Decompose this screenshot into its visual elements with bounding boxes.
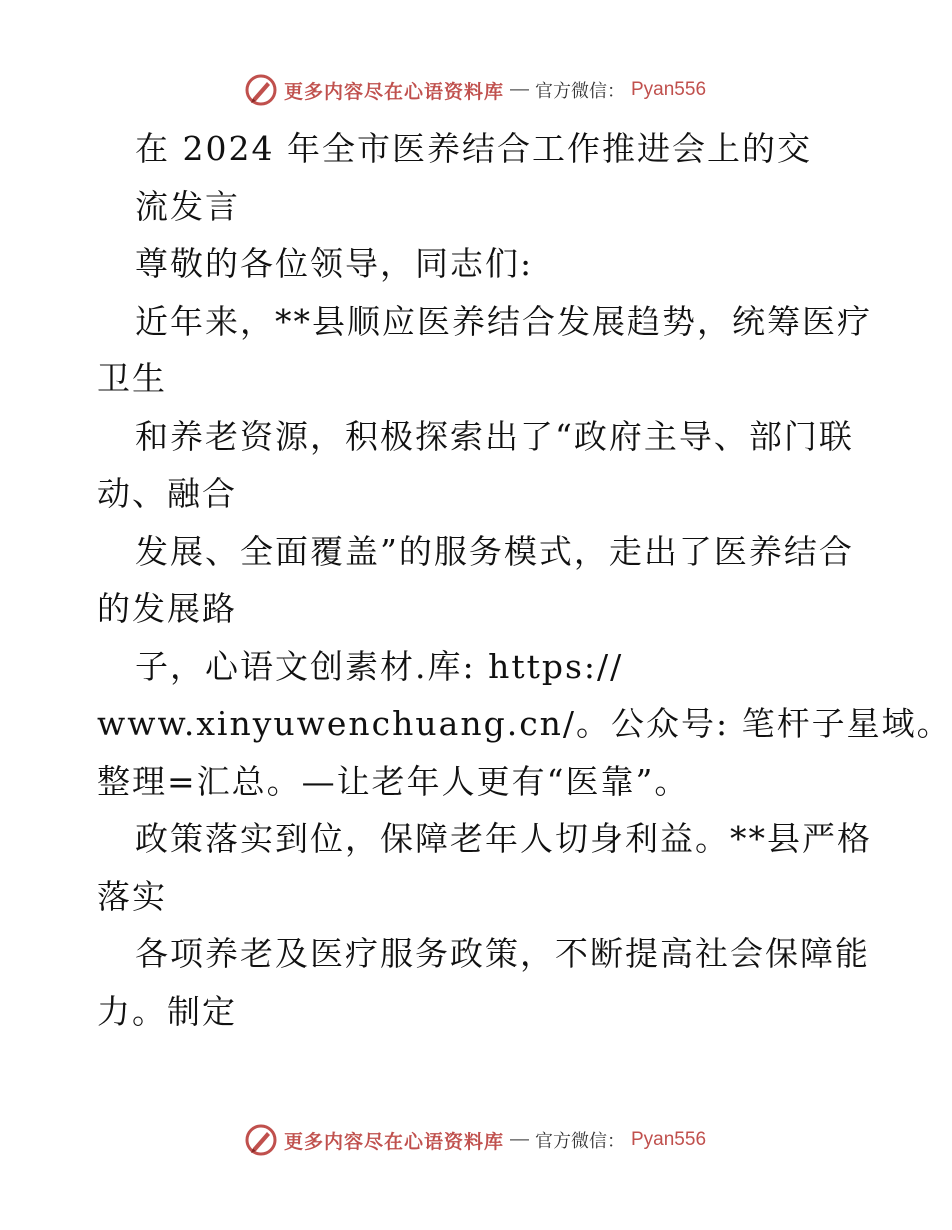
document-line: 整理=汇总。—让老年人更有“医靠”。 [97, 761, 690, 801]
banner-dash: — [510, 79, 529, 100]
document-body [97, 120, 952, 1040]
banner-dash: — [510, 1129, 529, 1150]
banner-wechat-label: 官方微信： [535, 1131, 625, 1152]
document-line: 子，心语文创素材.库: https:// [135, 646, 624, 686]
banner-wechat-id: Pyan556 [631, 1129, 707, 1150]
document-line: 政策落实到位，保障老年人切身利益。**县严格 [135, 819, 872, 858]
document-line: 卫生 [97, 359, 167, 398]
document-line: 近年来，**县顺应医养结合发展趋势，统筹医疗 [135, 301, 872, 341]
document-line: 动、融合 [97, 474, 237, 513]
pen-logo-icon [244, 1123, 278, 1157]
document-line: 落实 [97, 876, 167, 916]
header-banner [0, 70, 950, 110]
document-line: 力。制定 [97, 991, 237, 1031]
document-line: 和养老资源，积极探索出了“政府主导、部门联 [135, 416, 854, 456]
document-line: www.xinyuwenchuang.cn/。公众号: 笔杆子星域。 [97, 704, 952, 743]
footer-banner [0, 1120, 950, 1160]
banner-title: 更多内容尽在心语资料库 [283, 1130, 504, 1153]
banner-wechat-id: Pyan556 [631, 79, 707, 100]
banner-title: 更多内容尽在心语资料库 [283, 80, 504, 103]
pen-logo-icon [244, 73, 278, 107]
banner-wechat-label: 官方微信： [535, 81, 625, 102]
document-line: 的发展路 [97, 589, 237, 628]
document-line: 发展、全面覆盖”的服务模式，走出了医养结合 [135, 531, 854, 571]
document-line: 在 2024 年全市医养结合工作推进会上的交 [135, 129, 812, 168]
document-line: 尊敬的各位领导，同志们: [135, 244, 534, 283]
document-line: 流发言 [135, 186, 240, 226]
document-line: 各项养老及医疗服务政策，不断提高社会保障能 [135, 934, 870, 973]
